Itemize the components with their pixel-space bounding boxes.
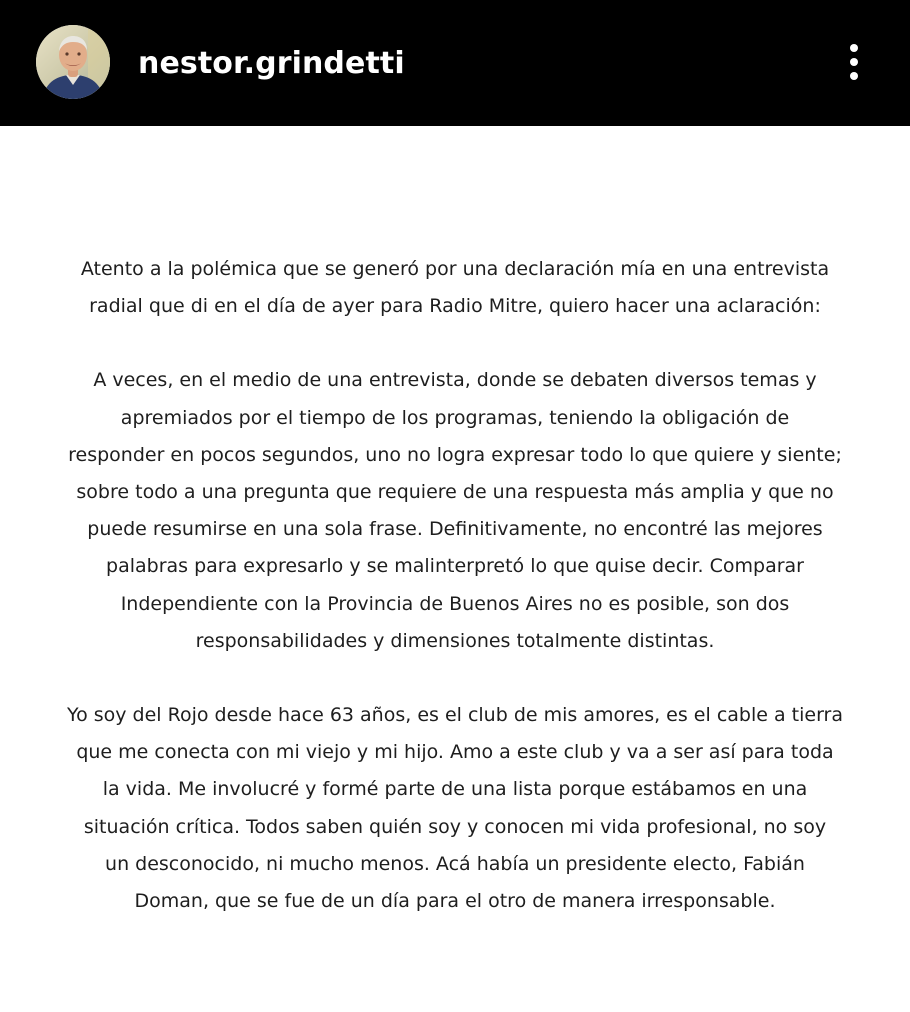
avatar[interactable] <box>36 25 110 99</box>
text-line: apremiados por el tiempo de los programas, teniendo la obligación de <box>120 406 790 429</box>
text-line: la vida. Me involucré y formé parte de una lista porque estábamos en una <box>102 778 808 801</box>
text-line: un desconocido, ni mucho menos. Acá había un presidente electo, Fabián <box>105 852 805 875</box>
more-vertical-icon <box>850 58 858 66</box>
more-options-button[interactable] <box>836 38 872 86</box>
post-paragraph <box>40 697 870 920</box>
text-line: palabras para expresarlo y se malinterpretó lo que quise decir. Comparar <box>106 555 804 578</box>
text-line: Independiente con la Provincia de Buenos Aires no es posible, son dos <box>120 592 790 615</box>
more-vertical-icon <box>850 72 858 80</box>
profile-photo <box>36 25 110 99</box>
text-line: radial que di en el día de ayer para Radio Mitre, quiero hacer una aclaración: <box>89 295 821 318</box>
text-line: A veces, en el medio de una entrevista, donde se debaten diversos temas y <box>93 369 817 392</box>
text-line: Doman, que se fue de un día para el otro de manera irresponsable. <box>134 890 776 913</box>
text-line: puede resumirse en una sola frase. Definitivamente, no encontré las mejores <box>87 518 823 541</box>
text-line: responder en pocos segundos, uno no logra expresar todo lo que quiere y siente; <box>68 443 842 466</box>
profile-username[interactable]: nestor.grindetti <box>138 46 405 81</box>
post-paragraph <box>40 362 870 660</box>
profile-header <box>0 0 910 126</box>
more-vertical-icon <box>850 44 858 52</box>
text-line: que me conecta con mi viejo y mi hijo. Amo a este club y va a ser así para toda <box>76 741 834 764</box>
text-line: Yo soy del Rojo desde hace 63 años, es el club de mis amores, es el cable a tierra <box>66 704 844 727</box>
text-line: sobre todo a una pregunta que requiere de una respuesta más amplia y que no <box>76 481 834 504</box>
text-line: Atento a la polémica que se generó por una declaración mía en una entrevista <box>80 258 830 280</box>
post-paragraph <box>40 251 870 325</box>
text-line: situación crítica. Todos saben quién soy y conocen mi vida profesional, no soy <box>83 815 827 838</box>
post-text <box>40 251 870 920</box>
text-line: responsabilidades y dimensiones totalmente distintas. <box>195 629 715 652</box>
